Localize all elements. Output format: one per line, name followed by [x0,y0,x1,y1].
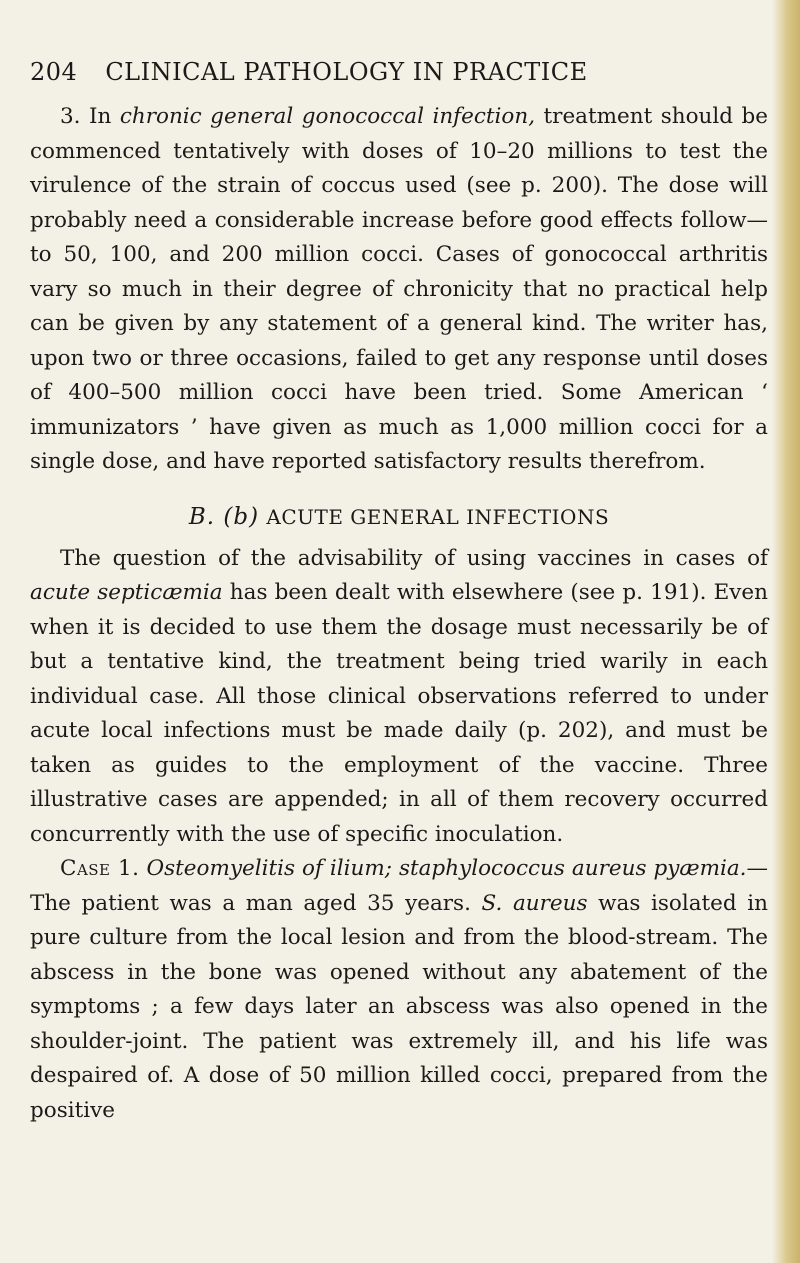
paragraph-lead: The question of the advisability of using vaccines in cases of [60,545,768,571]
case-text-b: was isolated in pure culture from the local lesion and from the blood-stream. The abscess in the bone was opened without any abatement of the symptoms ; a few days later an abscess was also opened in the shoulder-joint. The patient was extremely ill, and his life was despaired of. A dose of 50 million killed cocci, prepared from the positive [30,890,768,1123]
case-label: Case 1. [60,856,140,881]
italic-topic: acute septicæmia [30,580,223,605]
page-number: 204 [30,58,78,86]
running-title: CLINICAL PATHOLOGY IN PRACTICE [105,58,588,86]
section-label: B. (b) [188,503,260,530]
running-header [30,58,768,86]
case-text-a: —The patient was a man aged 35 years. [30,856,768,916]
paragraph-lead: 3. In [60,104,120,129]
paragraph-acute-infection [30,542,768,853]
italic-topic: chronic general gonococcal infection, [119,104,536,129]
case-title: Osteomyelitis of ilium; staphylococcus aureus pyæmia. [146,856,747,881]
case-organism: S. aureus [481,890,588,916]
paragraph-case-1 [30,852,768,1128]
paragraph-text: treatment should be commenced tentatively with doses of 10–20 millions to test the virulence of the strain of coccus used (see p. 200). The dose will probably need a considerable increase before good effects follow—to 50, 100, and 200 million cocci. Cases of gonococcal arthritis vary so much in their degree of chronicity that no practical help can be given by any statement of a general kind. The writer has, upon two or three occasions, failed to get any response until doses of 400–500 million cocci have been tried. Some American ‘ immunizators ’ have given as much as 1,000 million cocci for a single dose, and have reported satisfactory results therefrom. [30,104,768,474]
paragraph-chronic-infection [30,100,768,480]
paragraph-text: has been dealt with elsewhere (see p. 191). Even when it is decided to use them the dosage must necessarily be of but a tentative kind, the treatment being tried warily in each individual case. All those clinical observations referred to under acute local infections must be made daily (p. 202), and must be taken as guides to the employment of the vaccine. Three illustrative cases are appended; in all of them recovery occurred concurrently with the use of specific inoculation. [30,580,768,847]
book-page [30,58,768,1128]
section-title: ACUTE GENERAL INFECTIONS [266,504,610,529]
section-heading [30,504,768,530]
page-edge-shading [772,0,800,1263]
